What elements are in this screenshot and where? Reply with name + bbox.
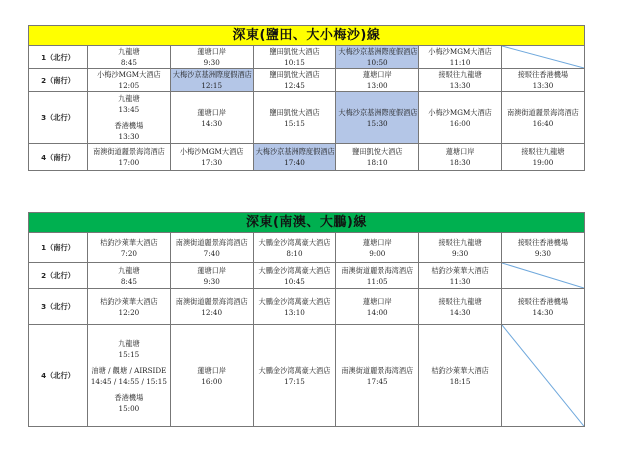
stop-cell bbox=[336, 325, 419, 427]
stop-cell bbox=[253, 92, 336, 144]
departure-time: 16:00 bbox=[201, 376, 223, 386]
schedule-row bbox=[29, 92, 585, 144]
stop-name: 小梅沙MGM大酒店 bbox=[179, 147, 244, 156]
stop-name: 南澳街道麗景海湾酒店 bbox=[506, 107, 579, 117]
schedule-table-shendong-yantian bbox=[28, 25, 585, 171]
stop-name: 南澳街道麗景海湾酒店 bbox=[92, 147, 165, 156]
route-label: 2（南行） bbox=[29, 69, 88, 92]
stop-cell bbox=[419, 233, 502, 263]
stop-cell bbox=[419, 46, 502, 69]
route-label: 3（北行） bbox=[29, 92, 88, 144]
stop-cell bbox=[336, 92, 419, 144]
stop-name: 桔釣沙萊華大酒店 bbox=[431, 265, 489, 275]
stop-cell bbox=[88, 69, 171, 92]
stop-name: 13:30 bbox=[118, 132, 140, 141]
stop-name: 蓮塘口岸 bbox=[197, 365, 227, 375]
departure-time: 9:30 bbox=[203, 58, 220, 67]
stop-cell bbox=[253, 233, 336, 263]
table-title: 深東(鹽田、大小梅沙)線 bbox=[29, 26, 585, 46]
departure-time: 12:15 bbox=[201, 81, 223, 90]
stop-name: 桔釣沙萊華大酒店 bbox=[431, 365, 489, 375]
stop-name: 小梅沙MGM大酒店 bbox=[428, 47, 492, 56]
route-label: 1（北行） bbox=[29, 46, 88, 69]
stop-name: 14:45 / 14:55 / 15:15 bbox=[90, 376, 167, 386]
departure-time: 12:20 bbox=[118, 307, 140, 317]
departure-time: 9:30 bbox=[203, 276, 220, 286]
stop-name: 接駁往九龍塘 bbox=[438, 296, 482, 306]
stop-name: 蓮塘口岸 bbox=[362, 296, 392, 306]
stop-name: 小梅沙MGM大酒店 bbox=[428, 107, 492, 117]
stop-cell bbox=[253, 263, 336, 289]
stop-cell bbox=[501, 92, 584, 144]
departure-time: 12:40 bbox=[201, 307, 223, 317]
stop-cell bbox=[501, 289, 584, 325]
stop-cell bbox=[419, 144, 502, 171]
departure-time: 16:40 bbox=[532, 118, 554, 128]
schedule-row bbox=[29, 144, 585, 171]
stop-name: 鹽田凱悅大酒店 bbox=[269, 47, 320, 56]
departure-time: 13:45 bbox=[118, 105, 140, 114]
stop-cell bbox=[501, 144, 584, 171]
stop-cell bbox=[419, 289, 502, 325]
departure-time: 9:30 bbox=[534, 248, 551, 258]
route-label: 4（北行） bbox=[29, 325, 88, 427]
departure-time: 14:30 bbox=[532, 307, 554, 317]
departure-time: 14:30 bbox=[201, 118, 223, 128]
stop-cell bbox=[419, 92, 502, 144]
diagonal-line bbox=[502, 46, 584, 68]
stop-name: 蓮塘口岸 bbox=[197, 107, 227, 117]
stop-name: 大梅沙京基洲際度假酒店 bbox=[255, 147, 335, 156]
departure-time: 9:30 bbox=[452, 248, 469, 258]
stop-name: 九龍塘 bbox=[118, 47, 140, 56]
departure-time: 17:15 bbox=[284, 376, 305, 386]
departure-time: 香港機場 bbox=[114, 121, 144, 130]
stop-cell bbox=[88, 263, 171, 289]
empty-slot-cell bbox=[501, 46, 584, 69]
stop-name: 蓮塘口岸 bbox=[197, 265, 227, 275]
schedule-row bbox=[29, 46, 585, 69]
departure-time: 17:45 bbox=[366, 376, 388, 386]
schedule-row bbox=[29, 289, 585, 325]
route-label: 2（北行） bbox=[29, 263, 88, 289]
departure-time: 13:30 bbox=[449, 81, 471, 90]
stop-name: 小梅沙MGM大酒店 bbox=[97, 70, 161, 79]
schedule-row bbox=[29, 69, 585, 92]
table-title: 深東(南澳、大鵬)線 bbox=[29, 213, 585, 233]
departure-time: 18:15 bbox=[449, 376, 471, 386]
stop-name: 接駁往九龍塘 bbox=[438, 237, 482, 247]
stop-cell bbox=[419, 325, 502, 427]
stop-cell bbox=[88, 144, 171, 171]
departure-time: 8:45 bbox=[120, 276, 137, 286]
departure-time: 10:15 bbox=[284, 58, 305, 67]
route-label: 3（北行） bbox=[29, 289, 88, 325]
stop-name: 鹽田凱悅大酒店 bbox=[269, 107, 320, 117]
departure-time: 14:00 bbox=[366, 307, 388, 317]
stop-cell bbox=[253, 289, 336, 325]
stop-name: 蓮塘口岸 bbox=[362, 237, 392, 247]
stop-name: 香港機場 bbox=[114, 392, 144, 402]
departure-time: 8:10 bbox=[286, 248, 303, 258]
stop-name: 接駁往香港機場 bbox=[517, 237, 569, 247]
stop-name: 大鵬金沙湾萬豪大酒店 bbox=[258, 296, 331, 306]
stop-name: 桔釣沙萊華大酒店 bbox=[100, 237, 158, 247]
stop-name: 南澳街道麗景海湾酒店 bbox=[341, 365, 414, 375]
diagonal-line bbox=[502, 263, 584, 288]
stop-cell bbox=[170, 325, 253, 427]
departure-time: 15:15 bbox=[284, 118, 305, 128]
departure-time: 15:15 bbox=[118, 349, 140, 359]
stop-cell bbox=[336, 263, 419, 289]
stop-cell bbox=[501, 233, 584, 263]
stop-name: 大梅沙京基洲際度假酒店 bbox=[172, 70, 252, 79]
departure-time: 10:50 bbox=[366, 58, 388, 67]
stop-cell bbox=[88, 233, 171, 263]
departure-time: 8:45 bbox=[120, 58, 137, 67]
stop-cell bbox=[336, 69, 419, 92]
departure-time: 7:20 bbox=[120, 248, 137, 258]
stop-name: 接駁往香港機場 bbox=[517, 296, 569, 306]
stop-cell bbox=[253, 144, 336, 171]
departure-time: 17:40 bbox=[284, 158, 305, 167]
stop-name: 大鵬金沙湾萬豪大酒店 bbox=[258, 265, 331, 275]
departure-time: 18:10 bbox=[366, 158, 388, 167]
stop-cell bbox=[88, 92, 171, 144]
departure-time: 19:00 bbox=[532, 158, 554, 167]
stop-name: 接駁往九龍塘 bbox=[438, 70, 482, 79]
departure-time: 13:10 bbox=[284, 307, 305, 317]
departure-time: 10:45 bbox=[284, 276, 305, 286]
stop-cell bbox=[88, 325, 171, 427]
stop-name: 大梅沙京基洲際度假酒店 bbox=[338, 107, 418, 117]
departure-time: 12:05 bbox=[118, 81, 140, 90]
stop-name: 大鵬金沙湾萬豪大酒店 bbox=[258, 365, 331, 375]
stop-name: 南澳街道麗景海湾酒店 bbox=[175, 296, 248, 306]
stop-name: 九龍塘 bbox=[118, 265, 140, 275]
stop-cell bbox=[336, 144, 419, 171]
stop-name: 蓮塘口岸 bbox=[197, 47, 227, 56]
stop-cell bbox=[253, 325, 336, 427]
stop-name: 九龍塘 bbox=[118, 94, 140, 103]
stop-cell bbox=[253, 46, 336, 69]
departure-time: 9:00 bbox=[369, 248, 386, 258]
departure-time: 15:30 bbox=[366, 118, 388, 128]
stop-name: 大梅沙京基洲際度假酒店 bbox=[338, 47, 418, 56]
route-label: 1（南行） bbox=[29, 233, 88, 263]
departure-time: 13:00 bbox=[366, 81, 388, 90]
departure-time: 16:00 bbox=[449, 118, 471, 128]
stop-cell bbox=[501, 69, 584, 92]
stop-cell bbox=[336, 46, 419, 69]
stop-cell bbox=[88, 46, 171, 69]
departure-time: 17:00 bbox=[118, 158, 140, 167]
stop-cell bbox=[253, 69, 336, 92]
stop-cell bbox=[419, 263, 502, 289]
departure-time: 11:05 bbox=[366, 276, 388, 286]
stop-name: 南澳街道麗景海湾酒店 bbox=[175, 237, 248, 247]
stop-cell bbox=[88, 289, 171, 325]
departure-time: 13:30 bbox=[532, 81, 554, 90]
stop-cell bbox=[336, 289, 419, 325]
stop-cell bbox=[419, 69, 502, 92]
stop-name: 蓮塘口岸 bbox=[362, 70, 392, 79]
stop-name: 南澳街道麗景海湾酒店 bbox=[341, 265, 414, 275]
schedule-row bbox=[29, 263, 585, 289]
stop-cell bbox=[170, 144, 253, 171]
stop-cell bbox=[170, 263, 253, 289]
stop-cell bbox=[336, 233, 419, 263]
stop-cell bbox=[170, 233, 253, 263]
departure-time: 18:30 bbox=[449, 158, 471, 167]
schedule-row bbox=[29, 233, 585, 263]
stop-name: 接駁往九龍塘 bbox=[521, 147, 565, 156]
empty-slot-cell bbox=[501, 263, 584, 289]
schedule-table-shendong-nanao bbox=[28, 212, 585, 427]
departure-time: 17:30 bbox=[201, 158, 223, 167]
departure-time: 11:10 bbox=[449, 58, 471, 67]
stop-name: 桔釣沙萊華大酒店 bbox=[100, 296, 158, 306]
stop-cell bbox=[170, 92, 253, 144]
stop-name: 九龍塘 bbox=[118, 338, 140, 348]
schedule-row bbox=[29, 325, 585, 427]
empty-slot-cell bbox=[501, 325, 584, 427]
diagonal-line bbox=[502, 325, 584, 426]
departure-time: 7:40 bbox=[203, 248, 220, 258]
stop-cell bbox=[170, 289, 253, 325]
stop-name: 大鵬金沙湾萬豪大酒店 bbox=[258, 237, 331, 247]
stop-name: 鹽田凱悅大酒店 bbox=[352, 147, 403, 156]
stop-name: 鹽田凱悅大酒店 bbox=[269, 70, 320, 79]
stop-name: 蓮塘口岸 bbox=[445, 147, 475, 156]
stop-cell bbox=[170, 69, 253, 92]
departure-time: 油塘 / 觀塘 / AIRSIDE bbox=[91, 365, 167, 375]
departure-time: 15:00 bbox=[118, 403, 140, 413]
departure-time: 11:30 bbox=[449, 276, 471, 286]
departure-time: 12:45 bbox=[284, 81, 305, 90]
departure-time: 14:30 bbox=[449, 307, 471, 317]
stop-name: 接駁往香港機場 bbox=[517, 70, 569, 79]
stop-cell bbox=[170, 46, 253, 69]
route-label: 4（南行） bbox=[29, 144, 88, 171]
